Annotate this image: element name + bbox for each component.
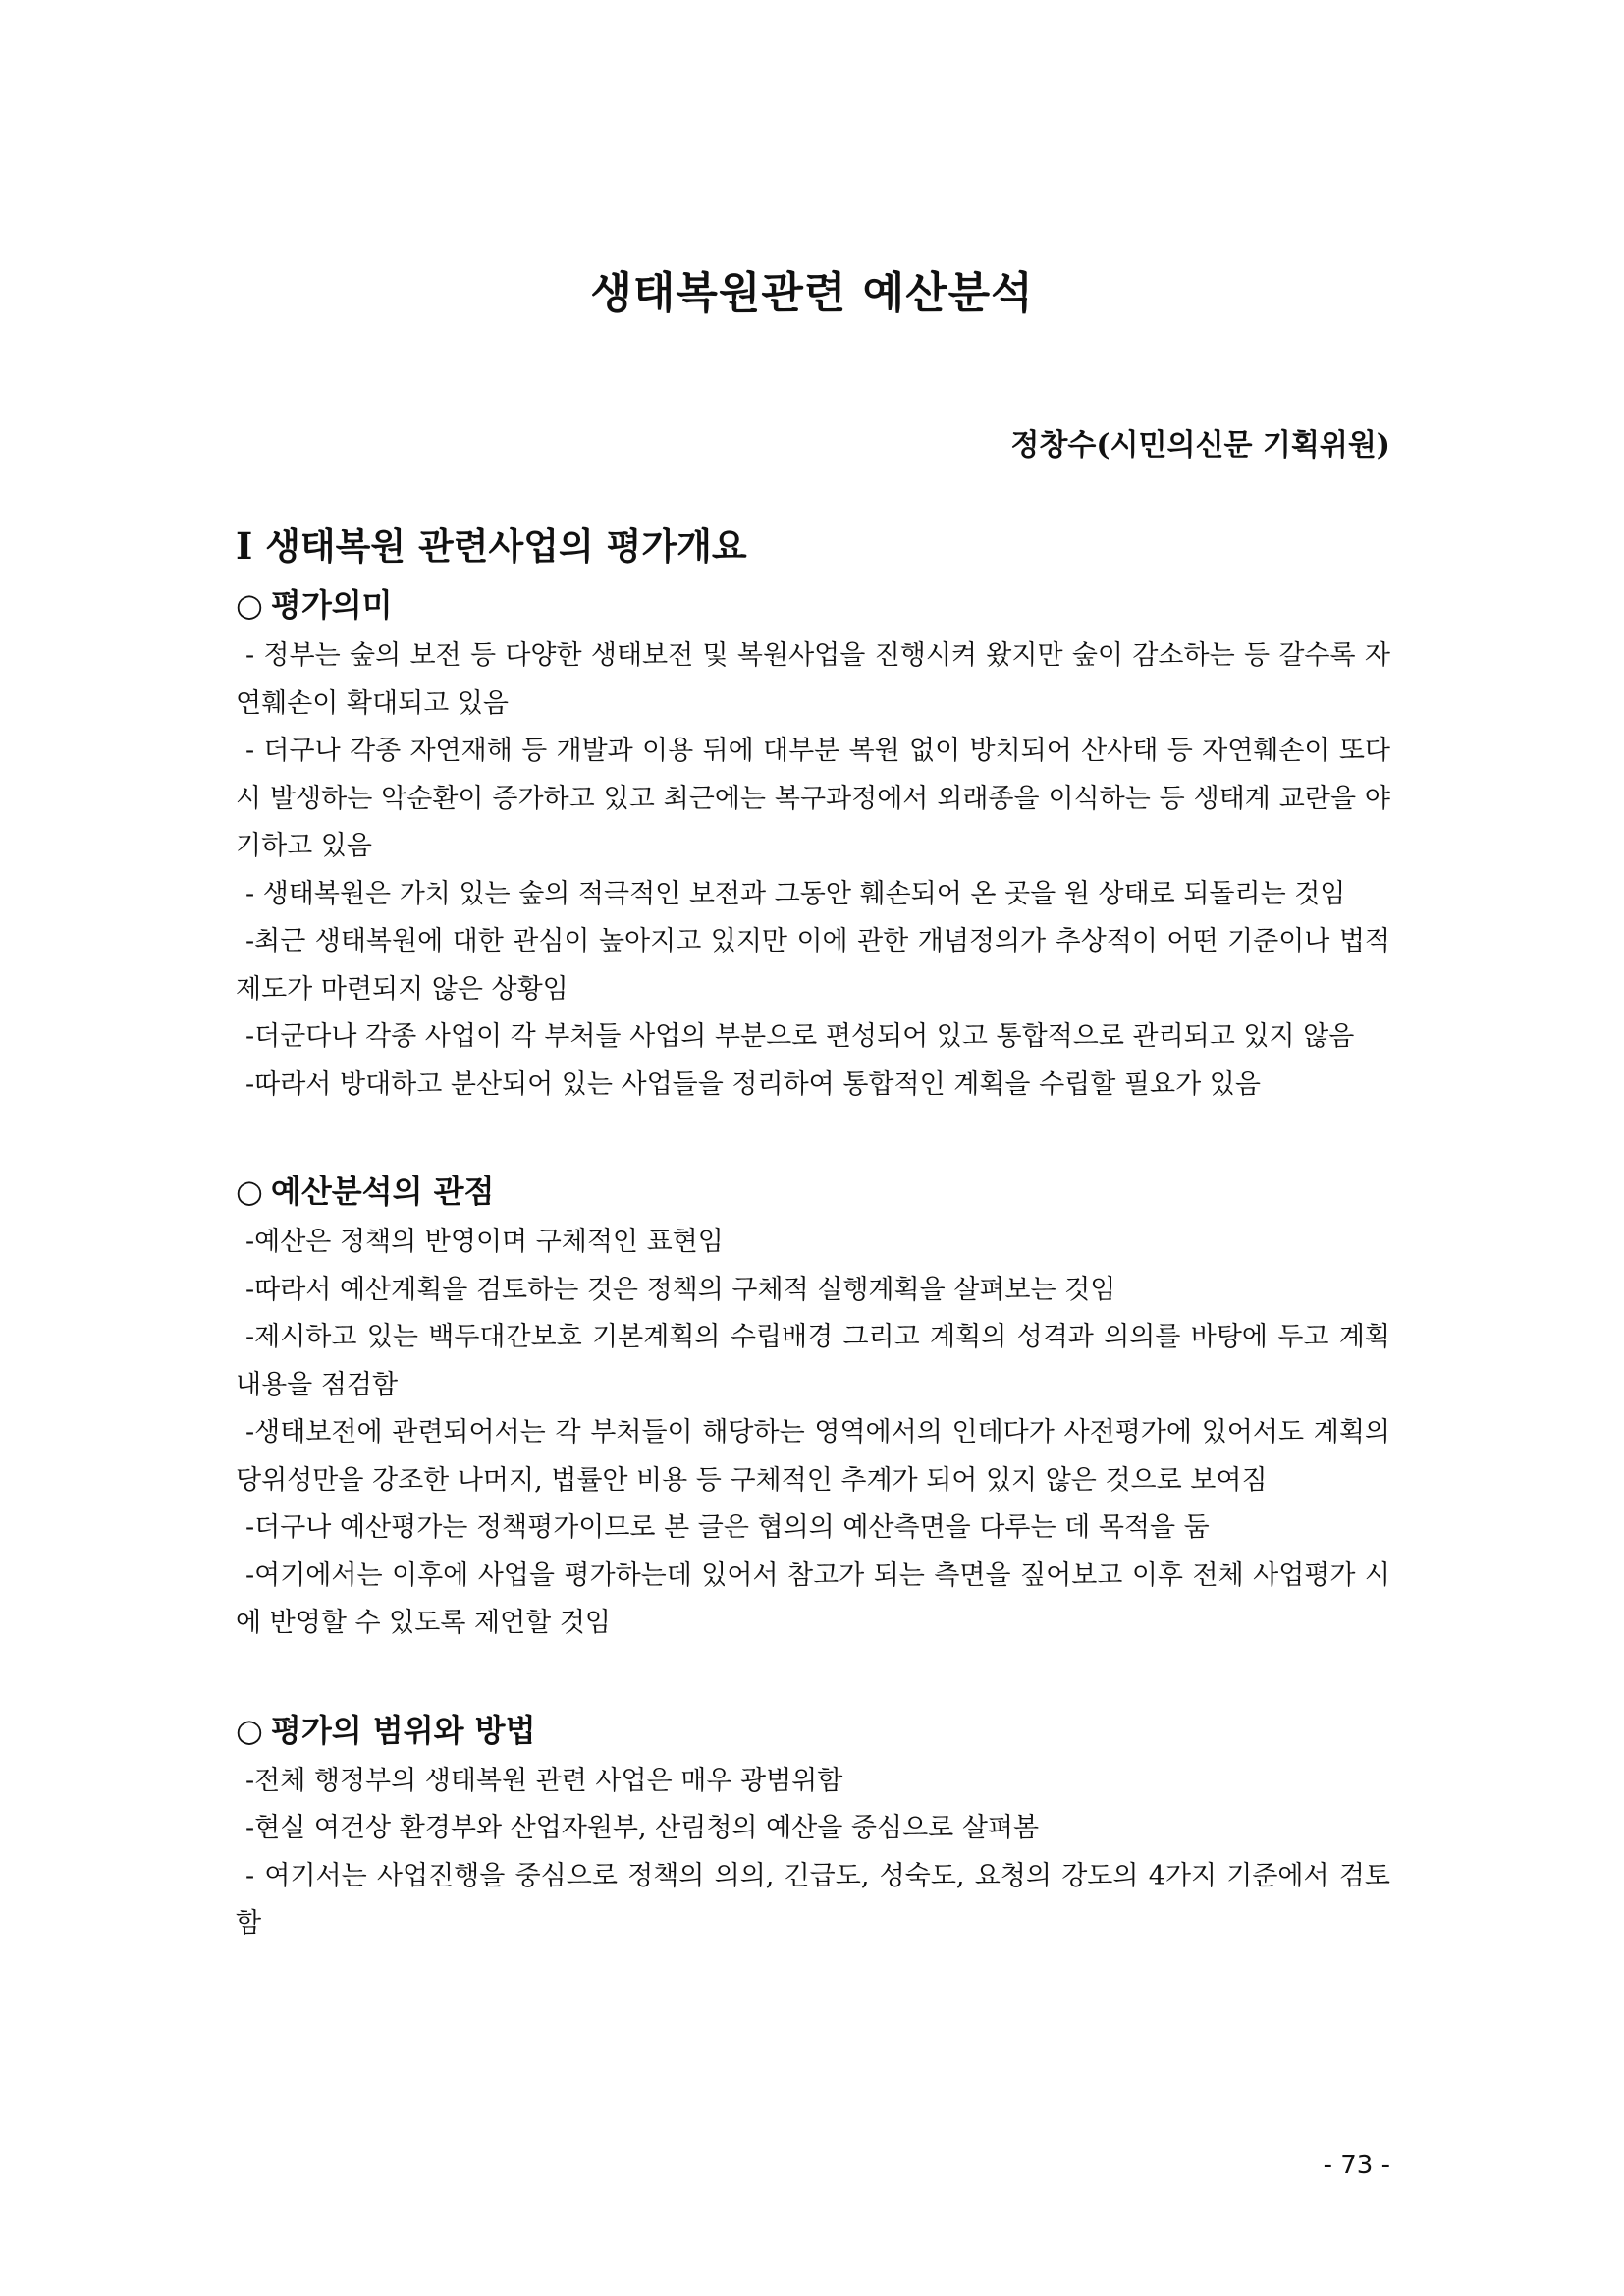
- page-number: - 73 -: [1323, 2151, 1390, 2180]
- document-title: 생태복원관련 예산분석: [590, 268, 1034, 318]
- section-spacer: [236, 1648, 1390, 1703]
- circle-bullet-icon: ○: [236, 586, 263, 624]
- paragraph: -제시하고 있는 백두대간보호 기본계획의 수립배경 그리고 계획의 성격과 의의를 바탕에 두고 계획내용을 점검함: [236, 1322, 1390, 1400]
- paragraph: -전체 행정부의 생태복원 관련 사업은 매우 광범위함: [245, 1765, 843, 1796]
- section-title: 평가의미: [270, 586, 393, 624]
- section-title: 예산분석의 관점: [270, 1173, 495, 1210]
- chapter-heading: Ⅰ 생태복원 관련사업의 평가개요: [236, 524, 747, 568]
- circle-bullet-icon: ○: [236, 1711, 263, 1749]
- section-scope-and-method: [236, 1703, 1390, 1948]
- paragraph: -여기에서는 이후에 사업을 평가하는데 있어서 참고가 되는 측면을 짚어보고 이후 전체 사업평가 시에 반영할 수 있도록 제언할 것임: [236, 1559, 1390, 1638]
- circle-bullet-icon: ○: [236, 1173, 263, 1210]
- paragraph: -더구나 예산평가는 정책평가이므로 본 글은 협의의 예산측면을 다루는 데 목적을 둠: [245, 1512, 1210, 1543]
- paragraph: -생태보전에 관련되어서는 각 부처들이 해당하는 영역에서의 인데다가 사전평가에 있어서도 계획의 당위성만을 강조한 나머지, 법률안 비용 등 구체적인 추계가 되어 있지 않은 것으로 보여짐: [236, 1417, 1390, 1496]
- paragraph: -최근 생태복원에 대한 관심이 높아지고 있지만 이에 관한 개념정의가 추상적이 어떤 기준이나 법적 제도가 마련되지 않은 상황임: [236, 926, 1390, 1005]
- paragraph: - 생태복원은 가치 있는 숲의 적극적인 보전과 그동안 훼손되어 온 곳을 원 상태로 되돌리는 것임: [245, 878, 1346, 909]
- section-heading: [236, 1164, 1390, 1219]
- section-evaluation-meaning: [236, 577, 1390, 1109]
- section-spacer: [236, 1109, 1390, 1164]
- author-line: 정창수(시민의신문 기획위원): [1010, 428, 1390, 463]
- paragraph: - 더구나 각종 자연재해 등 개발과 이용 뒤에 대부분 복원 없이 방치되어 산사태 등 자연훼손이 또다시 발생하는 악순환이 증가하고 있고 최근에는 복구과정에서 외래종을 이식하는 등 생태계 교란을 야기하고 있음: [236, 736, 1390, 861]
- section-budget-perspective: [236, 1164, 1390, 1648]
- document-body: [236, 515, 1390, 1948]
- section-heading: [236, 577, 1390, 632]
- paragraph: -더군다나 각종 사업이 각 부처들 사업의 부분으로 편성되어 있고 통합적으로 관리되고 있지 않음: [245, 1021, 1355, 1052]
- paragraph: -예산은 정책의 반영이며 구체적인 표현임: [245, 1227, 724, 1257]
- paragraph: -따라서 방대하고 분산되어 있는 사업들을 정리하여 통합적인 계획을 수립할 필요가 있음: [245, 1068, 1261, 1100]
- paragraph: -따라서 예산계획을 검토하는 것은 정책의 구체적 실행계획을 살펴보는 것임: [245, 1274, 1116, 1305]
- paragraph: - 정부는 숲의 보전 등 다양한 생태보전 및 복원사업을 진행시켜 왔지만 숲이 감소하는 등 갈수록 자연훼손이 확대되고 있음: [236, 640, 1390, 719]
- section-title: 평가의 범위와 방법: [270, 1711, 536, 1749]
- paragraph: - 여기서는 사업진행을 중심으로 정책의 의의, 긴급도, 성숙도, 요청의 강도의 4가지 기준에서 검토함: [236, 1860, 1390, 1939]
- section-heading: [236, 1703, 1390, 1758]
- paragraph: -현실 여건상 환경부와 산업자원부, 산림청의 예산을 중심으로 살펴봄: [245, 1813, 1040, 1843]
